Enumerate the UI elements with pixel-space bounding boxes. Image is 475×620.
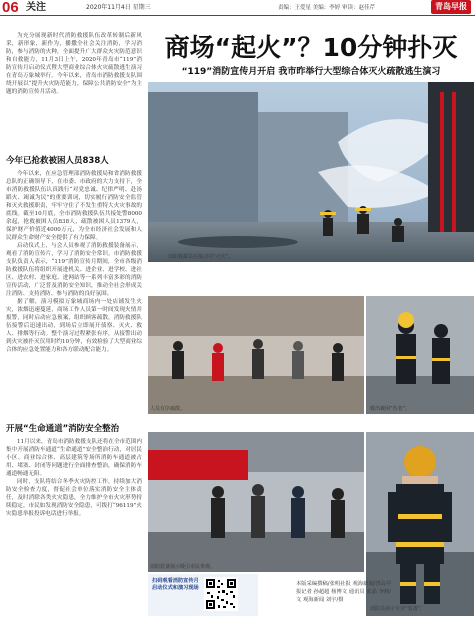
equipment-display-photo: [148, 432, 364, 572]
paragraph: 11月以来，青岛市消防救援支队还将在全市范围内集中开展消防车通道“生命通道”安全整治行动，对居民小区、商业综合体、高层建筑等场所消防车通道被占用、堵塞、封闭等问题进行全面排查整治，确保消防车通道畅通无阻。: [6, 439, 142, 477]
qr-code[interactable]: [204, 577, 238, 611]
intro-paragraph: 为充分展现新时代消防救援队伍改革转制后新风采，新形象，新作为，播撒全社会关注消防，学习消防，参与消防的火种，全面提升广大群众火灾防范意识和自救能力，11月3日上午，2020年青岛市“119”消防宣传月启动仪式暨大型商业综合体火灾疏散逃生演习在青岛万象城举行。今年以来，青岛市消防救援支队围绕开展以“提升火灾防范能力，保障公共消防安全”为主题的消防宣传月活动。: [6, 33, 142, 95]
main-photo-drawing: [148, 82, 474, 262]
rescue-photo: [366, 296, 474, 414]
equipment-display-drawing: [148, 432, 364, 572]
page-number: 06: [2, 0, 19, 16]
subheadline: “119”消防宣传月开启 我市昨举行大型综合体灭火疏散逃生演习: [181, 67, 441, 77]
section-title: 关注: [26, 2, 46, 13]
paragraph: 据了解，演习模拟万象城商场内一处店铺发生火灾，浓烟迅速蔓延，商场工作人员第一时间发现火情并报警，同时启动应急预案，组织顾客疏散。消防救援队伍接警后迅速出动，到场后立即展开侦察、灭火、救人、排烟等行动。整个演习过程紧张有序，从接警出动到火灾被扑灭仅用时约10分钟，有效检验了大型商业综合体的应急处置能力和各方联动配合能力。: [6, 299, 142, 353]
paragraph: 启动仪式上，与会人员参观了消防救援装备展示，观看了消防宣传片，学习了消防安全常识。市消防救援支队负责人表示，“119”消防宣传月期间，全市各级消防救援队伍将组织开展进机关、进企业、进学校、进社区、进农村、进家庭、进网站等一系列丰富多彩的消防宣传活动，广泛普及消防安全知识，推动全社会形成关注消防、支持消防、参与消防的良好氛围。: [6, 243, 142, 297]
evacuation-photo-drawing: [148, 296, 364, 414]
evacuation-photo: [148, 296, 364, 414]
section-heading-2: 开展“生命通道”消防安全整治: [6, 424, 120, 434]
paragraph: 今年以来，在应急管理部消防救援局和省消防救援总队的正确领导下，在市委、市政府的大力支持下，全市消防救援队伍认真践行“对党忠诚、纪律严明、赴汤蹈火、竭诚为民”的重要训词，切实履行消防安全监管和灭火救援职责，牢牢守住了不发生重特大火灾事故的底线。截至10月底，全市消防救援队伍共接处警8000余起，抢救被困人员838人，疏散被困人员1379人，保护财产价值近4000万元，为全市经济社会发展和人民群众生命财产安全提供了有力保障。: [6, 171, 142, 241]
paragraph: 同时，支队将结合冬季火灾防控工作，持续加大消防安全检查力度，督促社会单位落实消防安全主体责任，及时消除各类火灾隐患，全力维护全市火灾形势持续稳定。市民如发现消防安全隐患，可拨打“96119”火灾隐患举报投诉电话进行举报。: [6, 479, 142, 517]
issue-date: 2020年11月4日 星期三: [86, 4, 151, 11]
qr-code-icon: [204, 577, 238, 611]
page-header: [0, 0, 475, 16]
newspaper-logo: 青岛早报: [431, 0, 471, 14]
article-section-1: [6, 170, 142, 422]
caption-firefighter: 消防员展示专业“装备”。: [370, 606, 426, 612]
caption-main: 消防救援员在演习中“灭火”。: [168, 254, 234, 260]
headline: 商场“起火”？10分钟扑灭: [164, 33, 458, 62]
caption-equipment: 消防装备展示吸引市民参观。: [150, 564, 216, 570]
rescue-photo-drawing: [366, 296, 474, 414]
staff-credits: 本版采编撰稿/张明社报 观海新闻/青岛早报记者 孙超超 杨博文 通讯员 张晶 李莉/文 观海新闻 刘宇/摄: [296, 581, 392, 603]
editor-credits: 责编：王爱星 美编：李婷 审读：赵佳芹: [278, 5, 375, 11]
caption-evacuation: 人员有序疏散。: [150, 406, 186, 412]
article-intro: [6, 32, 142, 154]
section-heading-1: 今年已抢救被困人员838人: [6, 156, 109, 166]
main-photo: [148, 82, 474, 262]
caption-rescue: 救出被困“伤者”。: [370, 406, 411, 412]
qr-description: 扫码观看消防宣传月启动仪式和演习现场: [152, 578, 199, 592]
article-section-2: [6, 438, 142, 616]
